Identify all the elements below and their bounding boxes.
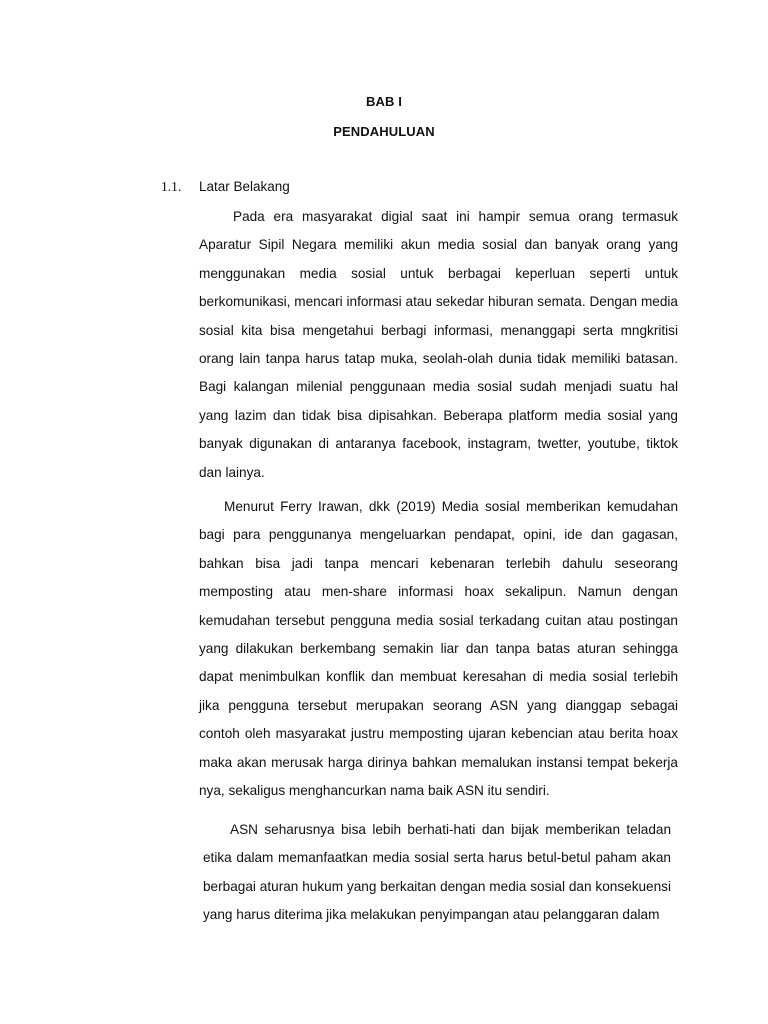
paragraph-1: Pada era masyarakat digial saat ini hampir semua orang termasuk Aparatur Sipil Negara memiliki akun media sosial dan banyak orang yang menggunakan media sosial untuk berbagai keperluan seperti untuk berkomunikasi, mencari informasi atau sekedar hiburan semata. Dengan media sosial kita bisa mengetahui berbagi informasi, menanggapi serta mngkritisi orang lain tanpa harus tatap muka, seolah-olah dunia tidak memiliki batasan. Bagi kalangan milenial penggunaan media sosial sudah menjadi suatu hal yang lazim dan tidak bisa dipisahkan. Beberapa platform media sosial yang banyak digunakan di antaranya facebook, instagram, twetter, youtube, tiktok dan lainya.: [199, 209, 678, 480]
chapter-title: PENDAHULUAN: [333, 124, 435, 139]
paragraph-2: Menurut Ferry Irawan, dkk (2019) Media sosial memberikan kemudahan bagi para penggunanya mengeluarkan pendapat, opini, ide dan gagasan, bahkan bisa jadi tanpa mencari kebenaran terlebih dahulu seseorang memposting atau men-share informasi hoax sekalipun. Namun dengan kemudahan tersebut pengguna media sosial terkadang cuitan atau postingan yang dilakukan berkembang semakin liar dan tanpa batas aturan sehingga dapat menimbulkan konflik dan membuat keresahan di media sosial terlebih jika pengguna tersebut merupakan seorang ASN yang dianggap sebagai contoh oleh masyarakat justru memposting ujaran kebencian atau berita hoax maka akan merusak harga dirinya bahkan memalukan instansi tempat bekerja nya, sekaligus menghancurkan nama baik ASN itu sendiri.: [199, 499, 678, 799]
paragraph-3: ASN seharusnya bisa lebih berhati-hati dan bijak memberikan teladan etika dalam memanfaatkan media sosial serta harus betul-betul paham akan berbagai aturan hukum yang berkaitan dengan media sosial dan konsekuensi yang harus diterima jika melakukan penyimpangan atau pelanggaran dalam: [203, 822, 671, 923]
section-title: Latar Belakang: [199, 179, 290, 194]
chapter-number: BAB I: [366, 94, 402, 109]
section-number: 1.1.: [161, 179, 182, 194]
